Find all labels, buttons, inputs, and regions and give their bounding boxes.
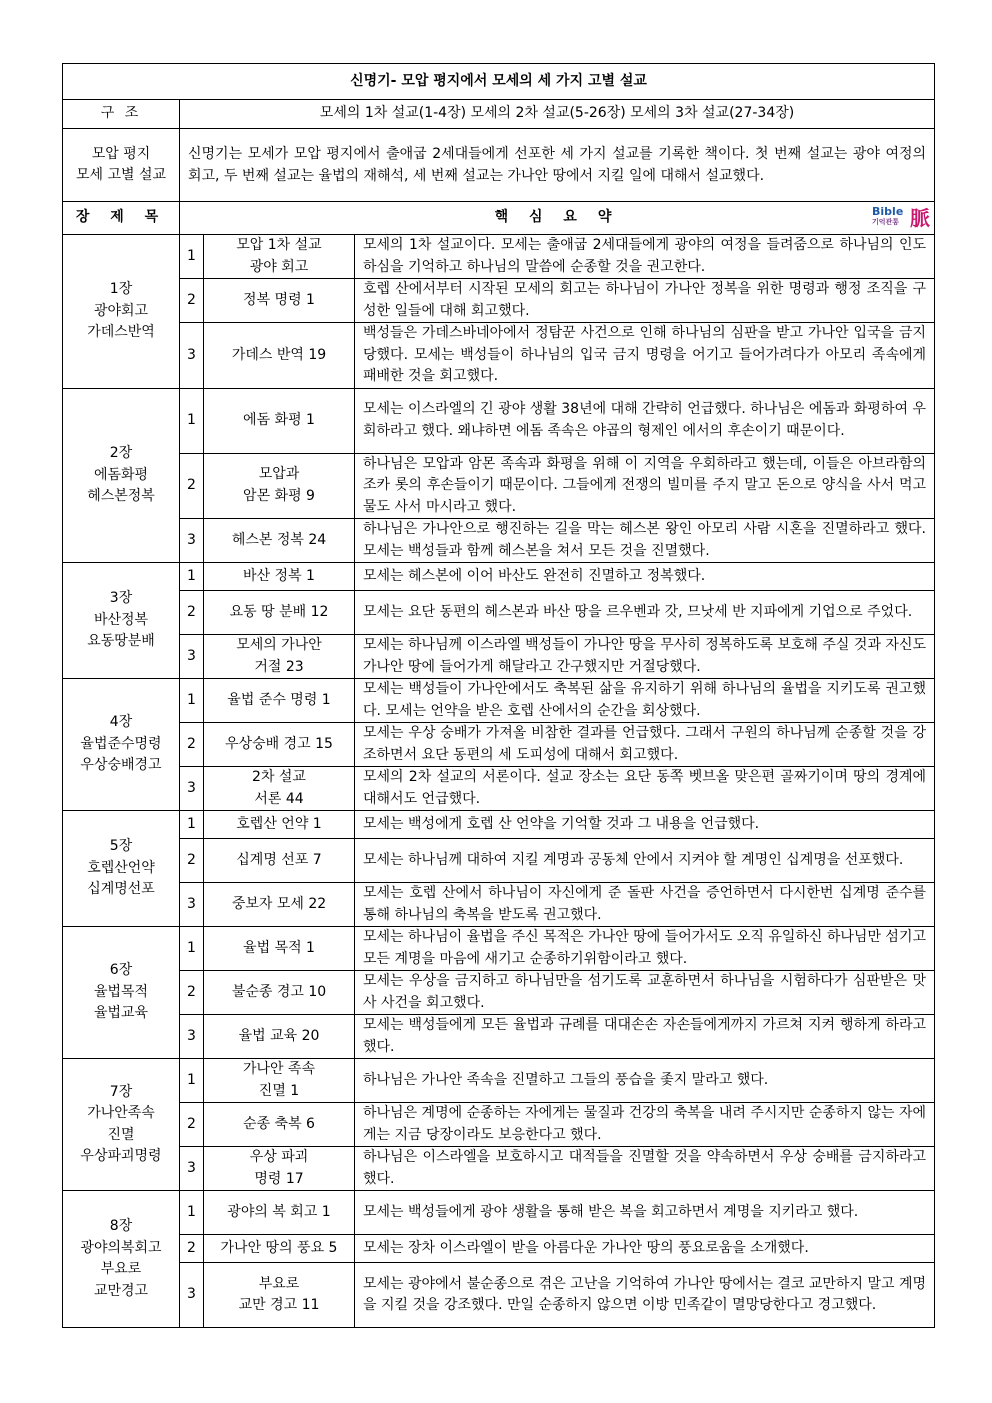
chapter-title: 율법목적 [93, 983, 149, 1000]
chapter-number: 7장 [109, 1083, 133, 1100]
row-number: 2 [180, 453, 204, 519]
topic-line: 가나안 족속 [242, 1061, 316, 1077]
topic-line: 호렙산 언약 1 [236, 815, 322, 832]
row-number: 3 [180, 883, 204, 927]
chapter-number: 1장 [109, 281, 133, 297]
summary-text: 모세는 백성에게 호렙 산 언약을 기억할 것과 그 내용을 언급했다. [355, 811, 935, 839]
topic-line: 정복 명령 1 [243, 291, 315, 308]
summary-text: 모세는 헤스본에 이어 바산도 완전히 진멸하고 정복했다. [355, 563, 935, 591]
topic-cell [204, 1103, 355, 1147]
row-number: 3 [180, 1015, 204, 1059]
chapter-title: 바산정복 [93, 611, 149, 628]
summary-text: 모세는 하나님께 이스라엘 백성들이 가나안 땅을 무사히 정복하도록 보호해 주실 것과 자신도 가나안 땅에 들어가게 해달라고 간구했지만 거절당했다. [355, 635, 935, 679]
topic-line: 율법 목적 1 [243, 939, 315, 956]
topic-line: 모세의 가나안 [236, 637, 322, 653]
topic-cell [204, 519, 355, 563]
topic-line: 율법 준수 명령 1 [227, 691, 331, 708]
row-number: 1 [180, 679, 204, 723]
row-number: 1 [180, 1059, 204, 1103]
row-number: 1 [180, 1191, 204, 1235]
topic-line: 중보자 모세 22 [231, 895, 327, 912]
chapter-title: 광야회고 [93, 302, 149, 319]
topic-line: 광야의 복 회고 1 [227, 1203, 331, 1220]
chapter-title: 가나안족속 [87, 1105, 155, 1121]
summary-header [180, 202, 935, 235]
summary-table [62, 63, 935, 1328]
chapter-title: 율법교육 [93, 1005, 149, 1022]
topic-cell [204, 883, 355, 927]
structure-label: 구 조 [63, 100, 180, 129]
chapter-cell [63, 235, 180, 389]
chapter-title: 우상파괴명령 [80, 1148, 162, 1164]
chapter-title: 가데스반역 [87, 324, 155, 340]
summary-text: 모세는 우상 숭배가 가져올 비참한 결과를 언급했다. 그래서 구원의 하나님께 순종할 것을 강조하면서 요단 동편의 세 도피성에 대해서 회고했다. [355, 723, 935, 767]
chapter-title: 진멸 [107, 1126, 135, 1143]
intro-text: 신명기는 모세가 모압 평지에서 출애굽 2세대들에게 선포한 세 가지 설교를 기록한 책이다. 첫 번째 설교는 광야 여정의 회고, 두 번째 설교는 율법의 재해석, 세 번째 설교는 가나안 땅에서 지킬 일에 대해서 설교했다. [180, 129, 935, 202]
chapter-title: 요동땅분배 [87, 633, 155, 650]
topic-line: 암몬 화평 9 [243, 487, 315, 504]
summary-text: 하나님은 가나안으로 행진하는 길을 막는 헤스본 왕인 아모리 사람 시혼을 진멸하라고 했다. 모세는 백성들과 함께 헤스본을 쳐서 모든 것을 진멸했다. [355, 519, 935, 563]
topic-line: 진멸 1 [258, 1082, 300, 1099]
summary-text: 하나님은 이스라엘을 보호하시고 대적들을 진멸할 것을 약속하면서 우상 숭배를 금지하라고 했다. [355, 1147, 935, 1191]
chapter-cell [63, 388, 180, 563]
chapter-cell [63, 1191, 180, 1328]
bible-logo [872, 206, 930, 230]
row-number: 2 [180, 1235, 204, 1263]
structure-text: 모세의 1차 설교(1-4장) 모세의 2차 설교(5-26장) 모세의 3차 설교(27-34장) [180, 100, 935, 129]
topic-cell [204, 1015, 355, 1059]
row-number: 3 [180, 767, 204, 811]
chapter-title: 부요로 [100, 1261, 142, 1277]
summary-text: 모세는 장차 이스라엘이 받을 아름다운 가나안 땅의 풍요로움을 소개했다. [355, 1235, 935, 1263]
summary-text: 호렙 산에서부터 시작된 모세의 회고는 하나님이 가나안 정복을 위한 명령과 행정 조직을 구성한 일들에 대해 회고했다. [355, 279, 935, 323]
chapter-number: 2장 [109, 445, 133, 461]
topic-cell [204, 971, 355, 1015]
topic-cell [204, 279, 355, 323]
chapter-cell [63, 811, 180, 927]
topic-line: 십계명 선포 7 [236, 851, 322, 868]
row-number: 1 [180, 563, 204, 591]
topic-line: 서론 44 [254, 790, 304, 807]
topic-cell [204, 1147, 355, 1191]
summary-header-label: 핵 심 요 약 [494, 209, 620, 226]
summary-text: 모세의 1차 설교이다. 모세는 출애굽 2세대들에게 광야의 여정을 들려줌으로 하나님의 인도하심을 기억하고 하나님의 말씀에 순종할 것을 권고한다. [355, 235, 935, 279]
topic-cell [204, 927, 355, 971]
topic-line: 요동 땅 분배 12 [229, 603, 329, 620]
row-number: 2 [180, 279, 204, 323]
chapter-number: 3장 [109, 590, 133, 607]
summary-text: 모세는 호렙 산에서 하나님이 자신에게 준 돌판 사건을 증언하면서 다시한번 십계명 준수를 통해 하나님의 축복을 받도록 권고했다. [355, 883, 935, 927]
chapter-title: 십계명선포 [87, 881, 155, 898]
topic-cell [204, 1191, 355, 1235]
summary-text: 모세의 2차 설교의 서론이다. 설교 장소는 요단 동쪽 벳브올 맞은편 골짜기이며 땅의 경계에 대해서도 언급했다. [355, 767, 935, 811]
logo-text-bible: Bible [872, 205, 904, 218]
intro-label-line2: 모세 고별 설교 [75, 167, 167, 183]
row-number: 1 [180, 235, 204, 279]
chapter-title: 율법준수명령 [80, 735, 162, 752]
topic-cell [204, 635, 355, 679]
topic-cell [204, 323, 355, 389]
topic-cell [204, 388, 355, 453]
topic-cell [204, 235, 355, 279]
topic-line: 부요로 [258, 1275, 300, 1292]
chapter-title: 교만경고 [93, 1282, 149, 1299]
chapter-number: 6장 [109, 962, 133, 979]
chapter-cell [63, 927, 180, 1059]
summary-text: 모세는 우상을 금지하고 하나님만을 섬기도록 교훈하면서 하나님을 시험하다가 심판받은 맛사 사건을 회고했다. [355, 971, 935, 1015]
topic-cell [204, 1059, 355, 1103]
row-number: 2 [180, 1103, 204, 1147]
topic-line: 우상숭배 경고 15 [225, 735, 333, 752]
summary-text: 모세는 요단 동편의 헤스본과 바산 땅을 르우벤과 갓, 므낫세 반 지파에게 기업으로 주었다. [355, 591, 935, 635]
topic-cell [204, 1263, 355, 1328]
summary-text: 모세는 백성들에게 모든 율법과 규례를 대대손손 자손들에게까지 가르쳐 지켜 행하게 하라고 했다. [355, 1015, 935, 1059]
topic-cell [204, 1235, 355, 1263]
topic-cell [204, 811, 355, 839]
chapter-header: 장 제 목 [63, 202, 180, 235]
topic-cell [204, 563, 355, 591]
topic-cell [204, 591, 355, 635]
topic-line: 헤스본 정복 24 [231, 531, 327, 548]
topic-line: 가데스 반역 19 [231, 346, 327, 363]
chapter-cell [63, 1059, 180, 1191]
row-number: 1 [180, 927, 204, 971]
topic-line: 우상 파괴 [249, 1149, 309, 1165]
row-number: 2 [180, 591, 204, 635]
row-number: 2 [180, 971, 204, 1015]
row-number: 2 [180, 839, 204, 883]
row-number: 1 [180, 388, 204, 453]
topic-line: 에돔 화평 1 [243, 411, 315, 428]
row-number: 3 [180, 519, 204, 563]
summary-text: 모세는 하나님께 대하여 지킬 계명과 공동체 안에서 지켜야 할 계명인 십계명을 선포했다. [355, 839, 935, 883]
row-number: 1 [180, 811, 204, 839]
chapter-title: 광야의복회고 [80, 1239, 162, 1256]
row-number: 3 [180, 1147, 204, 1191]
topic-line: 가나안 땅의 풍요 5 [220, 1239, 338, 1256]
topic-cell [204, 767, 355, 811]
topic-line: 율법 교육 20 [238, 1027, 320, 1044]
topic-line: 바산 정복 1 [243, 567, 315, 584]
logo-mark: 脈 [910, 206, 931, 230]
chapter-title: 에돔화평 [93, 466, 149, 483]
summary-text: 하나님은 가나안 족속을 진멸하고 그들의 풍습을 좇지 말라고 했다. [355, 1059, 935, 1103]
chapter-number: 5장 [109, 838, 133, 855]
summary-text: 모세는 백성들에게 광야 생활을 통해 받은 복을 회고하면서 계명을 지키라고 했다. [355, 1191, 935, 1235]
page-title: 신명기- 모압 평지에서 모세의 세 가지 고별 설교 [63, 64, 935, 100]
topic-line: 불순종 경고 10 [231, 983, 327, 1000]
logo-text-sub: 기억관통 [872, 218, 900, 226]
row-number: 3 [180, 635, 204, 679]
topic-line: 명령 17 [254, 1170, 304, 1187]
chapter-title: 헤스본정복 [87, 488, 155, 504]
chapter-number: 4장 [109, 714, 133, 731]
row-number: 3 [180, 1263, 204, 1328]
chapter-title: 호렙산언약 [87, 859, 155, 876]
summary-text: 모세는 백성들이 가나안에서도 축복된 삶을 유지하기 위해 하나님의 율법을 지키도록 권고했다. 모세는 언약을 받은 호렙 산에서의 순간을 회상했다. [355, 679, 935, 723]
topic-cell [204, 679, 355, 723]
chapter-cell [63, 679, 180, 811]
summary-text: 백성들은 가데스바네아에서 정탐꾼 사건으로 인해 하나님의 심판을 받고 가나안 입국을 금지 당했다. 모세는 백성들이 하나님의 입국 금지 명령을 어기고 들어가려다가 아모리 족속에게 패배한 것을 회고했다. [355, 323, 935, 389]
chapter-title: 우상숭배경고 [80, 757, 162, 774]
topic-cell [204, 723, 355, 767]
topic-cell [204, 453, 355, 519]
intro-label-line1: 모압 평지 [91, 145, 151, 162]
topic-line: 모압 1차 설교 [236, 237, 322, 253]
topic-line: 2차 설교 [252, 769, 306, 785]
topic-line: 교만 경고 11 [238, 1297, 320, 1313]
topic-line: 광야 회고 [249, 258, 309, 275]
intro-label [63, 129, 180, 202]
summary-text: 모세는 이스라엘의 긴 광야 생활 38년에 대해 간략히 언급했다. 하나님은 에돔과 화평하여 우회하라고 했다. 왜냐하면 에돔 족속은 야곱의 형제인 에서의 후손이기 때문이다. [355, 388, 935, 453]
summary-text: 하나님은 계명에 순종하는 자에게는 물질과 건강의 축복을 내려 주시지만 순종하지 않는 자에게는 지금 당장이라도 보응한다고 했다. [355, 1103, 935, 1147]
row-number: 2 [180, 723, 204, 767]
topic-line: 모압과 [258, 466, 300, 483]
topic-line: 순종 축복 6 [243, 1115, 315, 1132]
summary-text: 모세는 하나님이 율법을 주신 목적은 가나안 땅에 들어가서도 오직 유일하신 하나님만 섬기고 모든 계명을 마음에 새기고 순종하기위함이라고 했다. [355, 927, 935, 971]
chapter-cell [63, 563, 180, 679]
topic-line: 거절 23 [254, 658, 304, 675]
row-number: 3 [180, 323, 204, 389]
summary-text: 모세는 광야에서 불순종으로 겪은 고난을 기억하여 가나안 땅에서는 결코 교만하지 말고 계명을 지킬 것을 강조했다. 만일 순종하지 않으면 이방 민족같이 멸망당한다고 경고했다. [355, 1263, 935, 1328]
chapter-number: 8장 [109, 1218, 133, 1234]
topic-cell [204, 839, 355, 883]
summary-text: 하나님은 모압과 암몬 족속과 화평을 위해 이 지역을 우회하라고 했는데, 이들은 아브라함의 조카 롯의 후손들이기 때문이다. 그들에게 전쟁의 빌미를 주지 말고 돈으로 양식을 사서 먹고 물도 사서 마시라고 했다. [355, 453, 935, 519]
